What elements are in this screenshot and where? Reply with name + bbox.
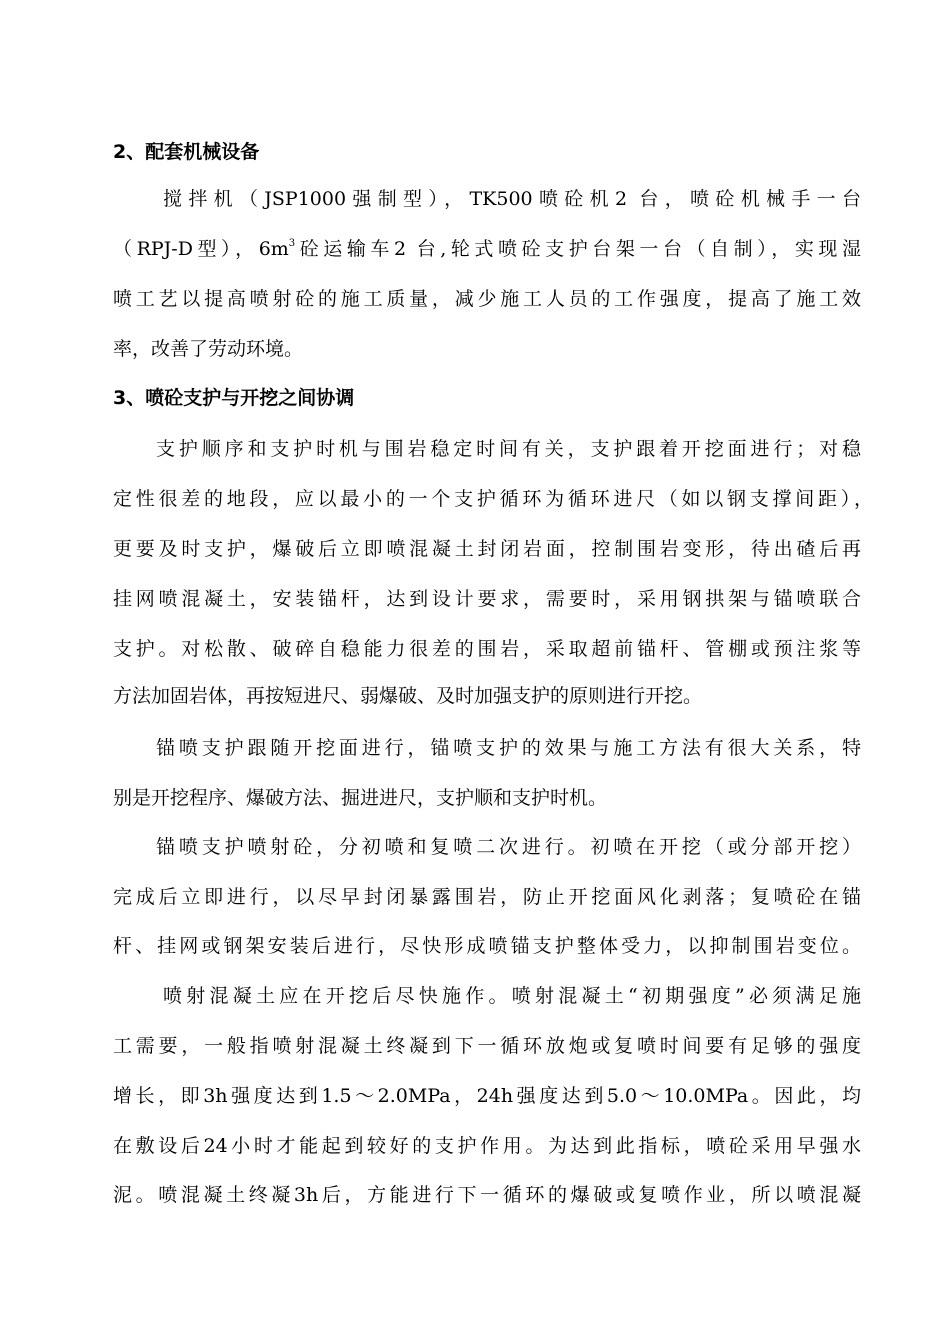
paragraph-4-line-5: 泥。喷混凝土终凝3h后，方能进行下一循环的爆破或复喷作业，所以喷混凝 <box>113 1184 861 1206</box>
section-2-line-1: 搅拌机（JSP1000强制型），TK500喷砼机2 台，喷砼机械手一台 <box>163 188 861 210</box>
paragraph-2-line-1: 锚喷支护跟随开挖面进行，锚喷支护的效果与施工方法有很大关系，特 <box>156 737 861 759</box>
paragraph-1-line-3: 更要及时支护，爆破后立即喷混凝土封闭岩面，控制围岩变形，待出碴后再 <box>113 538 861 560</box>
paragraph-1-line-2: 定性很差的地段，应以最小的一个支护循环为循环进尺（如以钢支撑间距）， <box>113 488 873 510</box>
section-2-line-3: 喷工艺以提高喷射砼的施工质量，减少施工人员的工作强度，提高了施工效 <box>113 288 861 310</box>
paragraph-4-line-4: 在敷设后24小时才能起到较好的支护作用。为达到此指标，喷砼采用早强水 <box>113 1135 861 1157</box>
section-2-line-4: 率，改善了劳动环境。 <box>113 338 304 360</box>
cubic-superscript: 3 <box>288 238 296 249</box>
section-2-line-2-end: 砼运输车2 台,轮式喷砼支护台架一台（自制），实现湿 <box>295 238 861 260</box>
paragraph-1-line-5: 支护。对松散、破碎自稳能力很差的围岩，采取超前锚杆、管棚或预注浆等 <box>113 638 861 660</box>
paragraph-4-line-1: 喷射混凝土应在开挖后尽快施作。喷射混凝土“初期强度”必须满足施 <box>163 985 861 1007</box>
paragraph-3-line-3: 杆、挂网或钢架安装后进行，尽快形成喷锚支护整体受力，以抑制围岩变位。 <box>113 935 861 957</box>
paragraph-4-line-3: 增长，即3h强度达到1.5～2.0MPa，24h强度达到5.0～10.0MPa。因此，均 <box>113 1085 861 1107</box>
paragraph-1-line-4: 挂网喷混凝土，安装锚杆，达到设计要求，需要时，采用钢拱架与锚喷联合 <box>113 588 861 610</box>
paragraph-3-line-2: 完成后立即进行，以尽早封闭暴露围岩，防止开挖面风化剥落；复喷砼在锚 <box>113 886 861 908</box>
section-2-heading: 2、配套机械设备 <box>113 141 260 163</box>
paragraph-2-line-2: 别是开挖程序、爆破方法、掘进进尺，支护顺和支护时机。 <box>113 787 608 809</box>
paragraph-1-line-6: 方法加固岩体，再按短进尺、弱爆破、及时加强支护的原则进行开挖。 <box>113 685 703 707</box>
section-2-line-2 <box>113 236 861 262</box>
paragraph-4-line-2: 工需要，一般指喷射混凝土终凝到下一循环放炮或复喷时间要有足够的强度 <box>113 1035 861 1057</box>
paragraph-1-line-1: 支护顺序和支护时机与围岩稳定时间有关，支护跟着开挖面进行；对稳 <box>156 438 861 460</box>
paragraph-3-line-1: 锚喷支护喷射砼，分初喷和复喷二次进行。初喷在开挖（或分部开挖） <box>156 836 861 858</box>
section-3-heading: 3、喷砼支护与开挖之间协调 <box>113 387 355 409</box>
section-2-line-2-start: （RPJ-D型），6m <box>113 238 289 260</box>
